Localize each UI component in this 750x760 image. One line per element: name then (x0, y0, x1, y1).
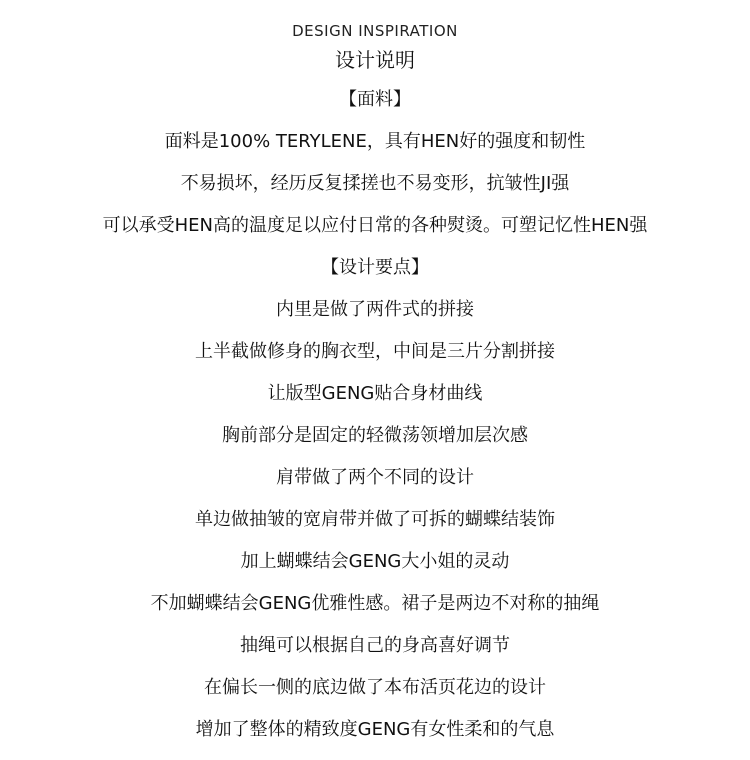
chinese-title: 设计说明 (335, 48, 415, 72)
description-line: 肩带做了两个不同的设计 (276, 467, 474, 488)
description-line: 内里是做了两件式的拼接 (276, 299, 474, 320)
description-line: 在偏长一侧的底边做了本布活页花边的设计 (204, 677, 546, 698)
section-heading-design-points: 【设计要点】 (321, 257, 429, 278)
description-line: 面料是100% TERYLENE，具有HEN好的强度和韧性 (164, 131, 586, 152)
section-heading-fabric: 【面料】 (339, 89, 411, 110)
description-line: 抽绳可以根据自己的身高喜好调节 (240, 635, 510, 656)
description-line: 单边做抽皱的宽肩带并做了可拆的蝴蝶结装饰 (195, 509, 555, 530)
description-line: 上半截做修身的胸衣型，中间是三片分割拼接 (195, 341, 555, 362)
description-line: 不易损坏，经历反复揉搓也不易变形，抗皱性JI强 (180, 173, 570, 194)
description-line: 胸前部分是固定的轻微荡领增加层次感 (222, 425, 528, 446)
description-line: 可以承受HEN高的温度足以应付日常的各种熨烫。可塑记忆性HEN强 (102, 215, 648, 236)
english-title: DESIGN INSPIRATION (292, 22, 458, 40)
description-lines (0, 88, 750, 760)
description-line: 让版型GENG贴合身材曲线 (267, 383, 483, 404)
description-line: 不加蝴蝶结会GENG优雅性感。裙子是两边不对称的抽绳 (150, 593, 600, 614)
description-line: 加上蝴蝶结会GENG大小姐的灵动 (240, 551, 510, 572)
description-line: 增加了整体的精致度GENG有女性柔和的气息 (195, 719, 555, 740)
